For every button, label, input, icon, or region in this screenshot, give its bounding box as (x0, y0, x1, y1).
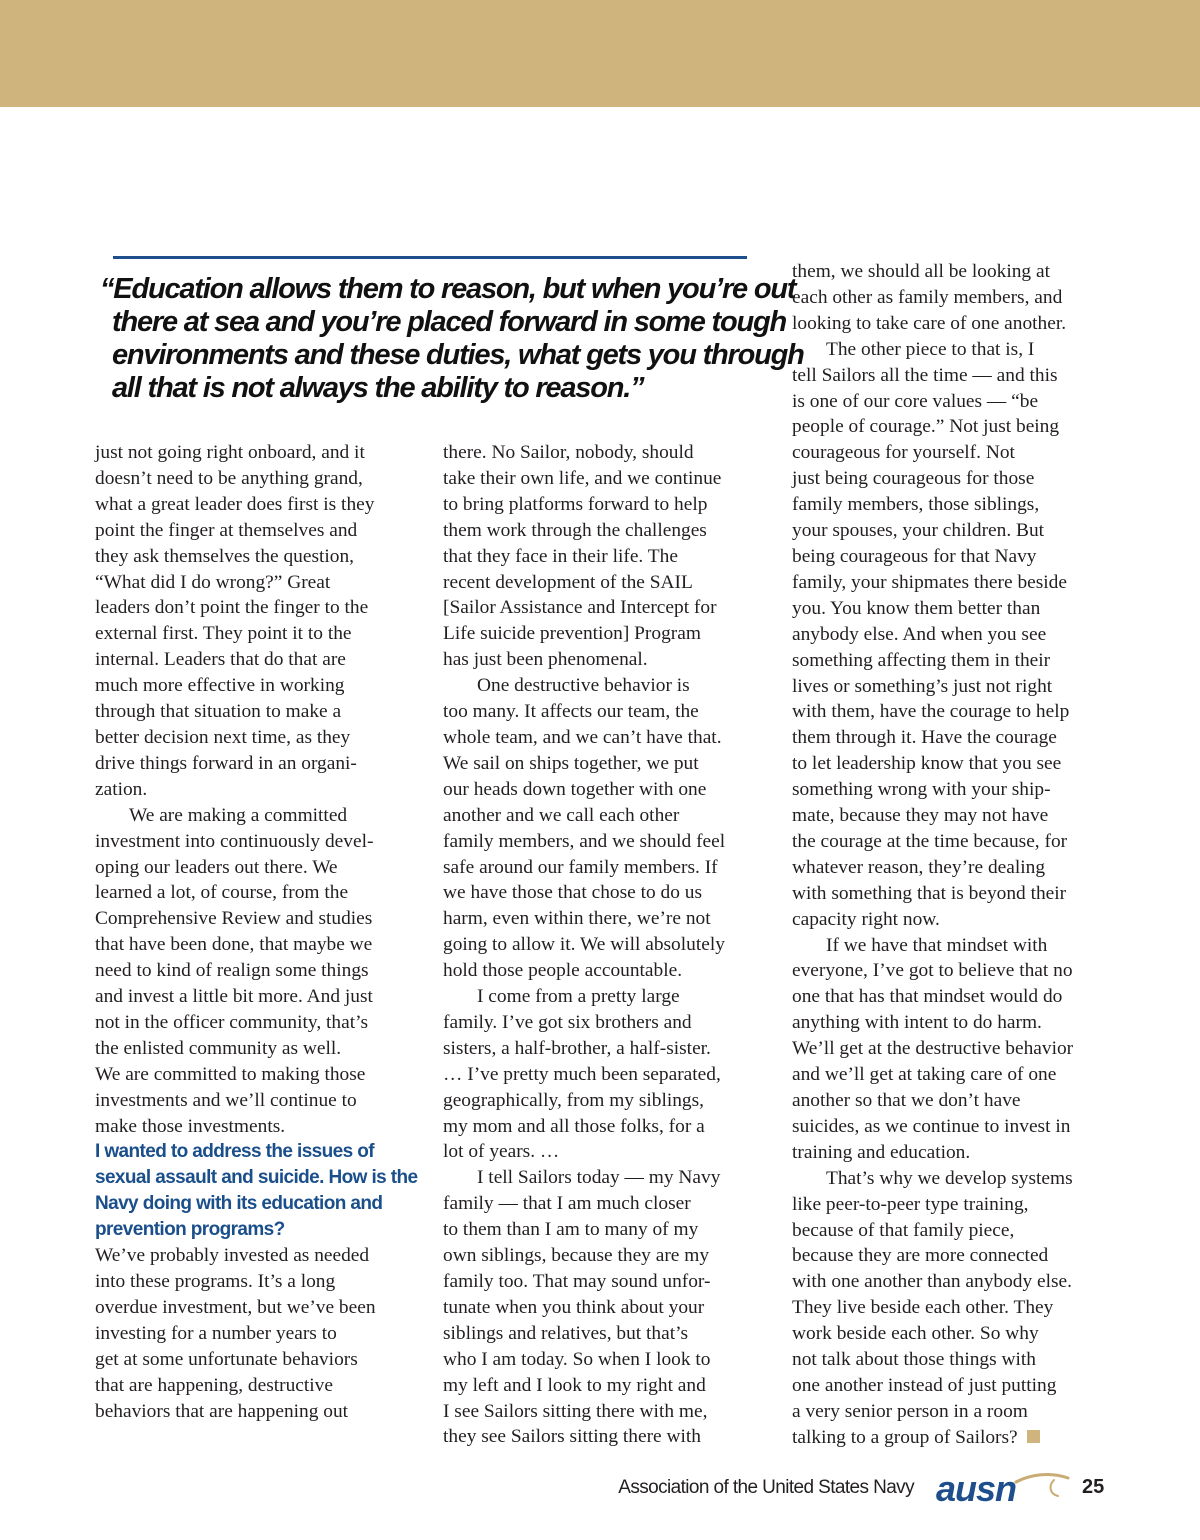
text-line: family — that I am much closer (443, 1193, 691, 1215)
text-line-content: talking to a group of Sailors? (792, 1426, 1018, 1448)
text-line: lot of years. … (443, 1141, 560, 1163)
text-line: everyone, I’ve got to believe that no (792, 960, 1073, 982)
paragraph (443, 984, 763, 1165)
pull-quote-line: all that is not always the ability to reason.” (112, 372, 644, 404)
text-line: anything with intent to do harm. (792, 1012, 1042, 1034)
text-line: Comprehensive Review and studies (95, 908, 373, 930)
text-line: I come from a pretty large (477, 986, 680, 1008)
interview-question (95, 1139, 418, 1243)
text-line: tunate when you think about your (443, 1296, 705, 1318)
question-line: sexual assault and suicide. How is the (95, 1167, 418, 1189)
text-line: has just been phenomenal. (443, 649, 648, 671)
text-line: recent development of the SAIL (443, 571, 693, 593)
text-line: [Sailor Assistance and Intercept for (443, 597, 717, 619)
footer-organization-name: Association of the United States Navy (618, 1477, 914, 1498)
text-line: investing for a number years to (95, 1323, 337, 1345)
text-line: something wrong with your ship- (792, 779, 1051, 801)
text-line: into these programs. It’s a long (95, 1271, 336, 1293)
text-line: to let leadership know that you see (792, 753, 1062, 775)
paragraph (792, 933, 1112, 1166)
text-line: siblings and relatives, but that’s (443, 1322, 689, 1344)
text-line: what a great leader does first is they (95, 493, 375, 515)
text-line: looking to take care of one another. (792, 312, 1067, 334)
text-line: each other as family members, and (792, 286, 1063, 308)
text-line: If we have that mindset with (826, 934, 1048, 956)
pull-quote-line: environments and these duties, what gets you through (112, 339, 804, 371)
text-line: through that situation to make a (95, 701, 342, 723)
pull-quote-line: “Education allows them to reason, but when you’re out (100, 273, 796, 305)
paragraph (443, 1165, 763, 1450)
logo-wordmark: ausn (936, 1468, 1017, 1509)
text-line: oping our leaders out there. We (95, 856, 338, 878)
text-line: make those investments. (95, 1115, 286, 1137)
text-line: one that has that mindset would do (792, 986, 1063, 1008)
text-line: We are making a committed (129, 804, 348, 826)
text-line: family, your shipmates there beside (792, 571, 1067, 593)
text-line: much more effective in working (95, 675, 345, 697)
text-line: safe around our family members. If (443, 856, 718, 878)
text-line: training and education. (792, 1141, 971, 1163)
text-line: we have those that chose to do us (443, 882, 703, 904)
text-line: point the finger at themselves and (95, 519, 358, 541)
text-line: your spouses, your children. But (792, 520, 1045, 542)
text-line: being courageous for that Navy (792, 545, 1037, 567)
text-line: and we’ll get at taking care of one (792, 1064, 1057, 1086)
text-line: I see Sailors sitting there with me, (443, 1400, 708, 1422)
text-line: drive things forward in an organi- (95, 752, 357, 774)
text-line: behaviors that are happening out (95, 1400, 349, 1422)
top-color-band (0, 0, 1200, 107)
text-line: family members, those siblings, (792, 494, 1040, 516)
text-line: them, we should all be looking at (792, 261, 1050, 282)
text-line: take their own life, and we continue (443, 467, 722, 489)
text-line: We sail on ships together, we put (443, 752, 699, 774)
pull-quote-line: there at sea and you’re placed forward in some tough (112, 306, 787, 338)
text-line: We’ll get at the destructive behavior (792, 1038, 1074, 1060)
text-line: family. I’ve got six brothers and (443, 1011, 692, 1033)
text-line: sisters, a half-brother, a half-sister. (443, 1037, 711, 1059)
paragraph (443, 673, 763, 984)
text-line: work beside each other. So why (792, 1323, 1039, 1345)
text-line: We’ve probably invested as needed (95, 1245, 370, 1267)
article-column-3 (792, 259, 1112, 1451)
text-line: that they face in their life. The (443, 545, 678, 567)
text-line: something affecting them in their (792, 649, 1051, 671)
text-line: my left and I look to my right and (443, 1374, 706, 1396)
pull-quote-rule (113, 256, 747, 259)
text-line: like peer-to-peer type training, (792, 1193, 1029, 1215)
text-line: you. You know them better than (792, 597, 1041, 619)
text-line: whatever reason, they’re dealing (792, 856, 1046, 878)
question-line: I wanted to address the issues of (95, 1141, 374, 1163)
text-line: people of courage.” Not just being (792, 416, 1060, 438)
text-line: another and we call each other (443, 804, 680, 826)
text-line: that have been done, that maybe we (95, 934, 373, 956)
text-line: get at some unfortunate behaviors (95, 1349, 358, 1371)
text-line: One destructive behavior is (477, 675, 690, 697)
question-line: prevention programs? (95, 1219, 285, 1241)
text-line: internal. Leaders that do that are (95, 649, 346, 671)
text-line: just not going right onboard, and it (95, 442, 365, 463)
text-line: investment into continuously devel- (95, 830, 374, 852)
text-line: with one another than anybody else. (792, 1271, 1073, 1293)
text-line: leaders don’t point the finger to the (95, 597, 369, 619)
text-line: they see Sailors sitting there with (443, 1426, 701, 1448)
text-line (792, 1425, 1112, 1451)
text-line: better decision next time, as they (95, 726, 351, 748)
text-line: overdue investment, but we’ve been (95, 1297, 376, 1319)
page-footer (0, 1466, 1200, 1516)
text-line: need to kind of realign some things (95, 960, 369, 982)
text-line: to bring platforms forward to help (443, 493, 708, 515)
text-line: geographically, from my siblings, (443, 1089, 705, 1111)
paragraph (95, 440, 415, 803)
ausn-logo (936, 1466, 1076, 1516)
article-column-1 (95, 440, 418, 1425)
text-line: too many. It affects our team, the (443, 701, 699, 723)
text-line: We are committed to making those (95, 1063, 366, 1085)
text-line: because they are more connected (792, 1245, 1049, 1267)
text-line: I tell Sailors today — my Navy (477, 1167, 721, 1189)
text-line: is one of our core values — “be (792, 390, 1039, 412)
text-line: one another instead of just putting (792, 1374, 1057, 1396)
logo-swoosh-icon (936, 1466, 1076, 1516)
paragraph (792, 259, 1112, 337)
text-line: learned a lot, of course, from the (95, 882, 349, 904)
text-line: mate, because they may not have (792, 805, 1049, 827)
question-line: Navy doing with its education and (95, 1193, 383, 1215)
text-line: the enlisted community as well. (95, 1037, 342, 1059)
article-column-2 (443, 440, 763, 1450)
text-line: just being courageous for those (792, 468, 1035, 490)
text-line: my mom and all those folks, for a (443, 1115, 705, 1137)
text-line: there. No Sailor, nobody, should (443, 442, 694, 463)
text-line: capacity right now. (792, 908, 940, 930)
text-line: lives or something’s just not right (792, 675, 1053, 697)
text-line: not talk about those things with (792, 1349, 1036, 1371)
text-line: with something that is beyond their (792, 882, 1067, 904)
text-line: that are happening, destructive (95, 1375, 333, 1396)
end-of-article-mark (1027, 1430, 1040, 1443)
text-line: a very senior person in a room (792, 1400, 1028, 1422)
text-line: tell Sailors all the time — and this (792, 364, 1058, 386)
text-line: Life suicide prevention] Program (443, 623, 701, 645)
page-number: 25 (1082, 1476, 1105, 1498)
paragraph (792, 1166, 1112, 1451)
text-line: anybody else. And when you see (792, 623, 1047, 645)
text-line: our heads down together with one (443, 778, 707, 800)
paragraph (95, 803, 415, 1140)
paragraph (792, 337, 1112, 933)
text-line: who I am today. So when I look to (443, 1348, 711, 1370)
paragraph (443, 440, 763, 673)
text-line: own siblings, because they are my (443, 1245, 710, 1267)
text-line: them through it. Have the courage (792, 727, 1057, 749)
text-line: doesn’t need to be anything grand, (95, 467, 363, 489)
text-line: They live beside each other. They (792, 1297, 1054, 1319)
text-line: suicides, as we continue to invest in (792, 1115, 1071, 1137)
text-line: the courage at the time because, for (792, 830, 1068, 852)
text-line: external first. They point it to the (95, 623, 352, 645)
pull-quote (100, 273, 804, 405)
text-line: courageous for yourself. Not (792, 442, 1015, 464)
text-line: … I’ve pretty much been separated, (443, 1063, 721, 1085)
text-line: not in the officer community, that’s (95, 1011, 369, 1033)
paragraph (95, 1243, 415, 1424)
text-line: and invest a little bit more. And just (95, 986, 373, 1008)
text-line: another so that we don’t have (792, 1090, 1021, 1111)
text-line: with them, have the courage to help (792, 701, 1070, 723)
text-line: investments and we’ll continue to (95, 1089, 357, 1111)
text-line: That’s why we develop systems (826, 1167, 1073, 1189)
text-line: family too. That may sound unfor- (443, 1271, 711, 1292)
text-line: The other piece to that is, I (826, 338, 1035, 360)
text-line: whole team, and we can’t have that. (443, 726, 722, 748)
text-line: “What did I do wrong?” Great (95, 571, 331, 593)
text-line: family members, and we should feel (443, 830, 726, 852)
text-line: zation. (95, 778, 148, 800)
text-line: to them than I am to many of my (443, 1219, 699, 1241)
text-line: they ask themselves the question, (95, 545, 355, 567)
text-line: harm, even within there, we’re not (443, 908, 711, 930)
text-line: because of that family piece, (792, 1219, 1015, 1241)
text-line: hold those people accountable. (443, 960, 683, 982)
text-line: them work through the challenges (443, 519, 707, 541)
text-line: going to allow it. We will absolutely (443, 934, 725, 956)
